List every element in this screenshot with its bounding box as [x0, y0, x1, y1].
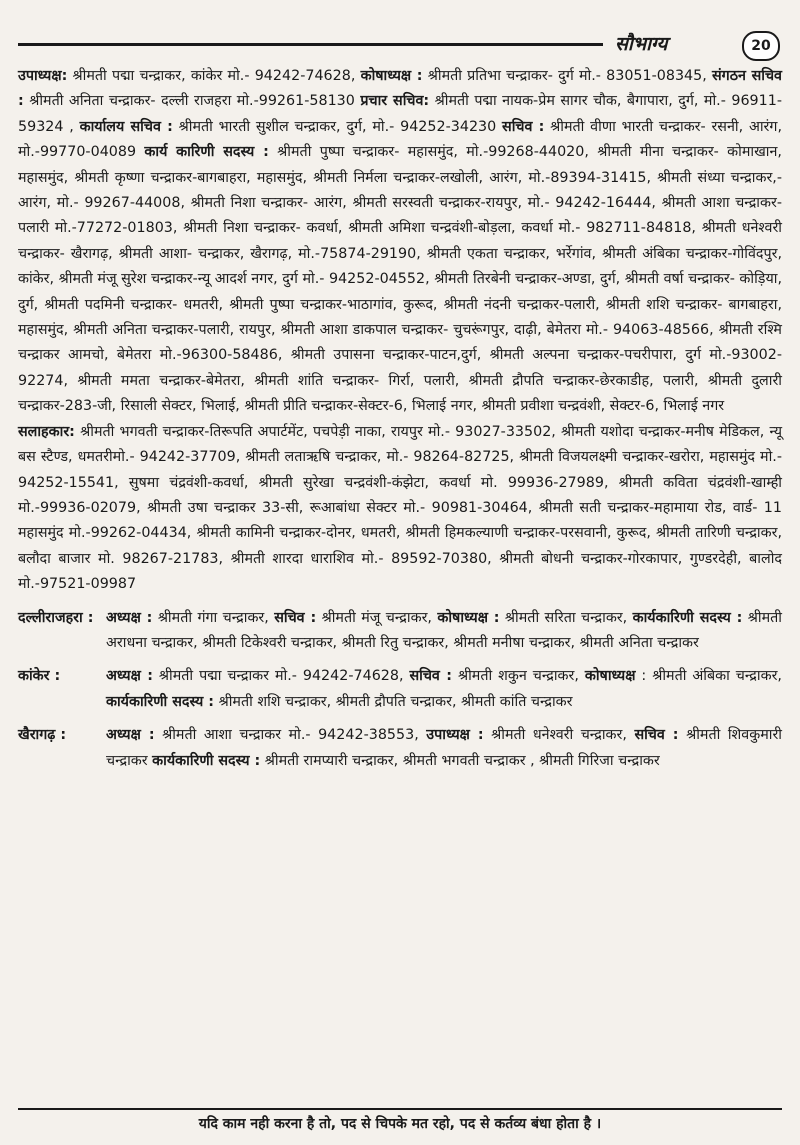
office-bearer-label: कार्यालय सचिव : [79, 118, 173, 135]
city-spacer [18, 598, 782, 606]
office-bearer-text: श्रीमती प्रतिभा चन्द्राकर- दुर्ग मो.- 83051-08345, [422, 68, 713, 84]
role-text: श्रीमती अराधना चन्द्राकर, श्रीमती टिकेश्वरी चन्द्राकर, श्रीमती रितु चन्द्राकर, श्रीमती मनीषा चन्द्राकर, श्रीमती अनिता चन्द्राकर [106, 609, 783, 651]
office-bearer-text: श्रीमती पद्मा नायक-प्रेम सागर चौक, बैगापारा, दुर्ग, मो.- 96911-59324 , [18, 93, 782, 135]
role-label: कोषाध्यक्ष [584, 668, 636, 685]
role-label: सचिव : [274, 609, 317, 626]
role-label: कोषाध्यक्ष : [437, 609, 500, 626]
header-rule [18, 43, 603, 46]
role-text: श्रीमती रामप्यारी चन्द्राकर, श्रीमती भगवती चन्द्राकर , श्रीमती गिरिजा चन्द्राकर [260, 752, 660, 769]
office-bearer-label: प्रचार सचिव: [360, 93, 430, 110]
city-unit [18, 606, 782, 657]
city-members [106, 606, 782, 657]
office-bearer-text: श्रीमती पुष्पा चन्द्राकर- महासमुंद, मो.-99268-44020, श्रीमती मीना चन्द्राकर- कोमाखान, महासमुंद, श्रीमती कृष्णा चन्द्राकर-बागबाहरा, महासमुंद, श्रीमती निर्मला चन्द्राकर-लखोली, आरंग, मो.-89394-31415, श्रीमती संध्या चन्द्राकर,-आरंग, मो.- 99267-44008, श्रीमती निशा चन्द्राकर- आरंग, श्रीमती सरस्वती चन्द्राकर-रायपुर, मो.- 94242-16444, श्रीमती आशा चन्द्राकर-पलारी मो.-77272-01803, श्रीमती निशा चन्द्राकर- कवर्धा, श्रीमती अमिशा चन्द्रवंशी-बोड़ला, कवर्धा मो.- 982711-84818, श्रीमती धनेश्वरी चन्द्राकर- खैरागढ़, श्रीमती आशा- चन्द्राकर, खैरागढ़, मो.-75874-29190, श्रीमती एकता चन्द्राकर, भर्रेगांव, श्रीमती अंबिका चन्द्राकर-गोविंदपुर, कांकेर, श्रीमती मंजू सुरेश चन्द्राकर-न्यू आदर्श नगर, दुर्ग मो.- 94252-04552, श्रीमती तिरबेनी चन्द्राकर-अण्डा, दुर्ग, श्रीमती वर्षा चन्द्राकर- कोड़िया, दुर्ग, श्रीमती पदमिनी चन्द्राकर- धमतरी, श्रीमती पुष्पा चन्द्राकर-भाठागांव, कुरूद, श्रीमती नंदनी चन्द्राकर-पलारी, श्रीमती शशि चन्द्राकर- बागबाहरा, महासमुंद, श्रीमती अनिता चन्द्राकर-पलारी, रायपुर, श्रीमती आशा डाकपाल चन्द्राकर- चुचरूंगपुर, दाढ़ी, बेमेतरा मो.- 94063-48566, श्रीमती रश्मि चन्द्राकर आमचो, बेमेतरा मो.-96300-58486, श्रीमती उपासना चन्द्राकर-पाटन,दुर्ग, श्रीमती अल्पना चन्द्राकर-पचरीपारा, दुर्ग मो.-93002-92274, श्रीमती ममता चन्द्राकर-बेमेतरा, श्रीमती शांति चन्द्राकर- गिर्रा, पलारी, श्रीमती द्रौपति चन्द्राकर-छेरकाडीह, पलारी, श्रीमती दुलारी चन्द्राकर-283-जी, रिसाली सेक्टर, भिलाई, श्रीमती प्रीति चन्द्राकर-सेक्टर-6, भिलाई नगर, श्रीमती प्रवीशा चन्द्रवंशी, सेक्टर-6, भिलाई नगर [18, 144, 782, 415]
role-label: सचिव : [409, 668, 452, 685]
role-label: सचिव : [634, 727, 679, 744]
city-spacer [18, 656, 782, 664]
office-bearer-label: कोषाध्यक्ष : [360, 68, 423, 84]
role-label: अध्यक्ष : [106, 727, 155, 744]
office-bearer-text: श्रीमती भारती सुशील चन्द्राकर, दुर्ग, मो.- 94252-34230 [172, 118, 503, 135]
role-label: अध्यक्ष : [106, 668, 153, 685]
city-members [106, 723, 782, 774]
role-label: कार्यकारिणी सदस्य : [152, 752, 261, 769]
city-unit [18, 664, 782, 715]
office-bearer-label: सचिव : [502, 118, 545, 135]
role-text: श्रीमती शकुन चन्द्राकर, [452, 668, 585, 685]
document-body [18, 64, 782, 774]
city-members [106, 664, 782, 715]
role-label: कार्यकारिणी सदस्य : [106, 693, 215, 710]
city-unit [18, 723, 782, 774]
office-bearer-text: श्रीमती वीणा भारती चन्द्राकर- रसनी, आरंग, मो.-99770-04089 [18, 118, 782, 161]
office-bearer-label: उपाध्यक्ष: [18, 68, 68, 84]
role-text: श्रीमती शिवकुमारी चन्द्राकर [106, 727, 782, 769]
role-text: श्रीमती धनेश्वरी चन्द्राकर, [483, 727, 635, 744]
city-label: कांकेर : [18, 668, 61, 685]
role-text: श्रीमती पद्मा चन्द्राकर मो.- 94242-74628, [152, 668, 410, 685]
page-header [18, 30, 778, 64]
role-text: : श्रीमती अंबिका चन्द्राकर, [635, 668, 782, 685]
city-spacer [18, 715, 782, 723]
office-bearer-label: कार्य कारिणी सदस्य : [144, 144, 269, 161]
role-text: श्रीमती गंगा चन्द्राकर, [152, 609, 275, 626]
role-label: कार्यकारिणी सदस्य : [632, 609, 743, 626]
office-bearer-label: संगठन सचिव : [18, 68, 783, 110]
footer-quote: यदि काम नही करना है तो, पद से चिपके मत रहो, पद से कर्तव्य बंधा होता है । [198, 1116, 602, 1132]
role-text: श्रीमती आशा चन्द्राकर मो.- 94242-38553, [154, 727, 427, 744]
advisors-text: श्रीमती भगवती चन्द्राकर-तिरूपति अपार्टमेंट, पचपेड़ी नाका, रायपुर मो.- 93027-33502, श्रीमती यशोदा चन्द्राकर-मनीष मेडिकल, न्यू बस स्टैण्ड, धमतरीमो.- 94242-37709, श्रीमती लताऋषि चन्द्राकर, मो.- 98264-82725, श्रीमती विजयलक्ष्मी चन्द्राकर-खरोरा, महासमुंद मो.- 94252-15541, सुषमा चंद्रवंशी-कवर्धा, श्रीमती सुरेखा चन्द्रवंशी-कंझेटा, कवर्धा मो. 99936-27989, श्रीमती कविता चंद्रवंशी-खाम्ही मो.-99936-02079, श्रीमती उषा चन्द्राकर 33-सी, रूआबांधा सेक्टर मो.- 90981-30464, श्रीमती सती चन्द्राकर-महामाया रोड, वार्ड- 11 महासमुंद मो.-99262-04434, श्रीमती कामिनी चन्द्राकर-दोनर, धमतरी, श्रीमती हिमकल्याणी चन्द्राकर-परसवानी, कुरूद, श्रीमती तारिणी चन्द्राकर, बलौदा बाजार मो. 98267-21783, श्रीमती शारदा धाराशिव मो.- 89592-70380, श्रीमती बोधनी चन्द्राकर-गोरकापार, गुण्डरदेही, बालोद मो.-97521-09987 [18, 423, 783, 593]
magazine-title: सौभाग्य [615, 33, 668, 55]
footer-rule [18, 1108, 782, 1110]
city-label: खैरागढ़ : [18, 727, 67, 744]
city-units [18, 598, 782, 774]
role-text: श्रीमती शशि चन्द्राकर, श्रीमती द्रौपति चन्द्राकर, श्रीमती कांति चन्द्राकर [214, 693, 573, 710]
advisors-paragraph [18, 420, 782, 598]
page-number: 20 [742, 31, 780, 61]
role-label: अध्यक्ष : [106, 609, 153, 626]
city-label: दल्लीराजहरा : [18, 609, 94, 626]
office-bearers-paragraph [18, 64, 782, 420]
office-bearer-text: श्रीमती अनिता चन्द्राकर- दल्ली राजहरा मो.-99261-58130 [23, 93, 361, 110]
role-text: श्रीमती मंजू चन्द्राकर, [316, 609, 438, 626]
office-bearer-text: श्रीमती पद्मा चन्द्राकर, कांकेर मो.- 94242-74628, [67, 68, 361, 84]
role-text: श्रीमती सरिता चन्द्राकर, [499, 609, 633, 626]
role-label: उपाध्यक्ष : [426, 727, 484, 744]
advisors-label: सलाहकार: [18, 423, 75, 440]
